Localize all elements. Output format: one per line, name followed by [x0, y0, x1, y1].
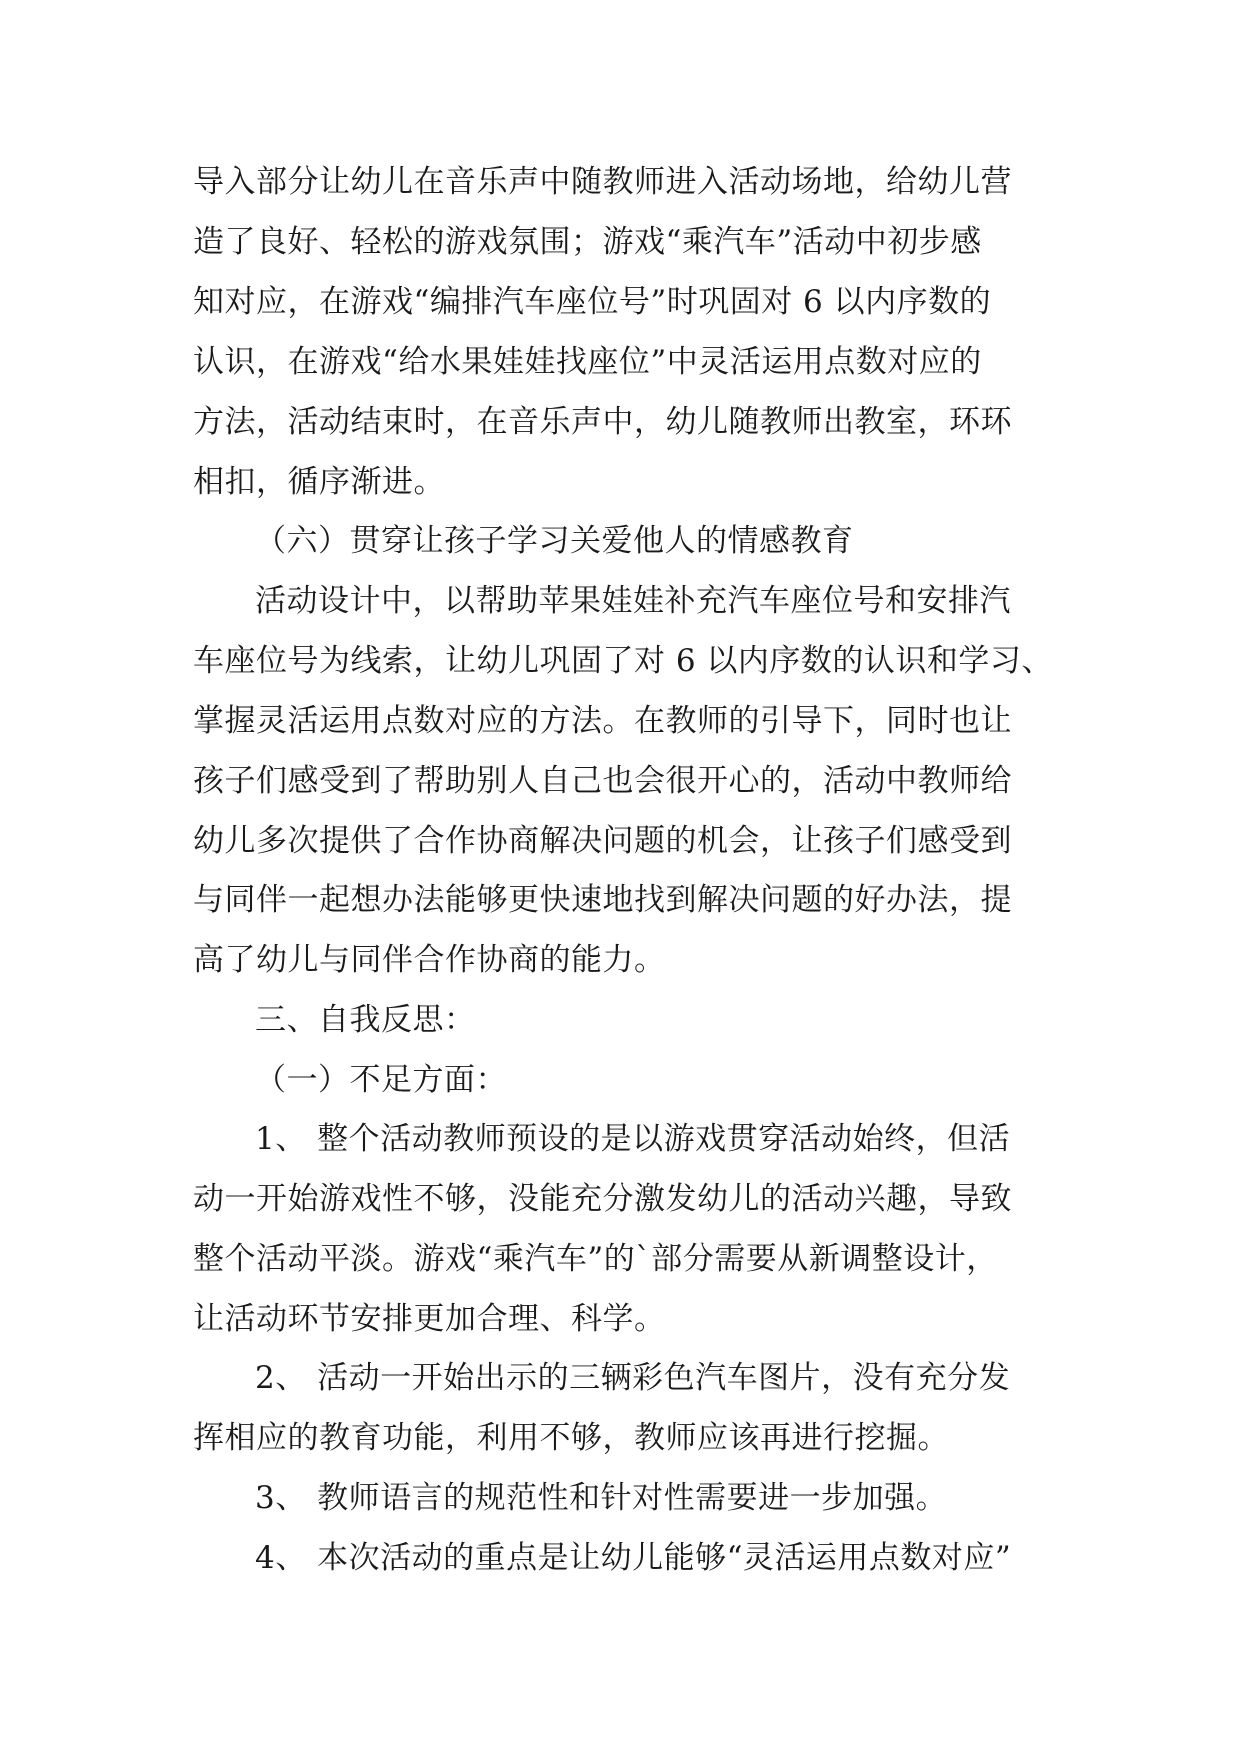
text-line: 相扣，循序渐进。: [193, 464, 445, 500]
text-line: 幼儿多次提供了合作协商解决问题的机会，让孩子们感受到: [193, 823, 1012, 859]
text-line: 高了幼儿与同伴合作协商的能力。: [193, 942, 666, 978]
text-line: 挥相应的教育功能，利用不够，教师应该再进行挖掘。: [193, 1420, 949, 1456]
text-line: 整个活动平淡。游戏“乘汽车”的`部分需要从新调整设计，: [193, 1241, 998, 1277]
section-heading: （六）贯穿让孩子学习关爱他人的情感教育: [255, 523, 854, 559]
text-line: 造了良好、轻松的游戏氛围；游戏“乘汽车”活动中初步感: [193, 224, 982, 260]
text-line: 方法，活动结束时，在音乐声中，幼儿随教师出教室，环环: [193, 404, 1012, 440]
text-line: 掌握灵活运用点数对应的方法。在教师的引导下，同时也让: [193, 703, 1012, 739]
text-line: 认识，在游戏“给水果娃娃找座位”中灵活运用点数对应的: [193, 344, 982, 380]
paragraph-first-line: 活动设计中，以帮助苹果娃娃补充汽车座位号和安排汽: [255, 583, 1011, 619]
text-line: 动一开始游戏性不够，没能充分激发幼儿的活动兴趣，导致: [193, 1181, 1012, 1217]
list-item-first-line: 4、 本次活动的重点是让幼儿能够“灵活运用点数对应”: [255, 1540, 1012, 1576]
text-line: 车座位号为线索，让幼儿巩固了对 6 以内序数的认识和学习、: [193, 643, 1053, 679]
subsection-heading: （一）不足方面：: [255, 1062, 507, 1098]
text-line: 让活动环节安排更加合理、科学。: [193, 1301, 666, 1337]
list-item-first-line: 1、 整个活动教师预设的是以游戏贯穿活动始终，但活: [255, 1121, 1011, 1157]
list-item-first-line: 2、 活动一开始出示的三辆彩色汽车图片，没有充分发: [255, 1360, 1011, 1396]
list-item-first-line: 3、 教师语言的规范性和针对性需要进一步加强。: [255, 1480, 948, 1516]
text-line: 知对应，在游戏“编排汽车座位号”时巩固对 6 以内序数的: [193, 284, 992, 320]
section-heading: 三、自我反思：: [255, 1002, 476, 1038]
text-line: 导入部分让幼儿在音乐声中随教师进入活动场地，给幼儿营: [193, 164, 1012, 200]
text-line: 与同伴一起想办法能够更快速地找到解决问题的好办法，提: [193, 882, 1012, 918]
text-line: 孩子们感受到了帮助别人自己也会很开心的，活动中教师给: [193, 763, 1012, 799]
